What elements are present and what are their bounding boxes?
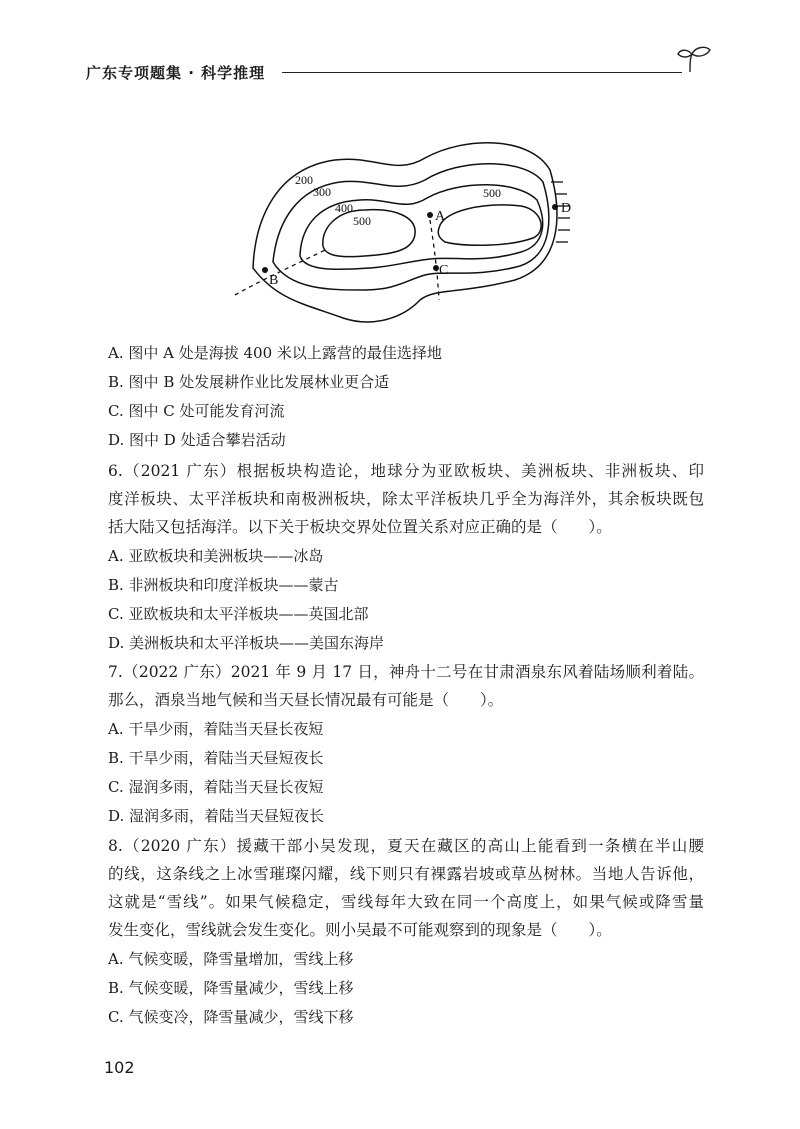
page-number: 102 xyxy=(104,1058,135,1077)
q6-option-c: C. 亚欧板块和太平洋板块——英国北部 xyxy=(108,605,369,623)
contour-map xyxy=(225,140,585,340)
point-label-d: D xyxy=(561,201,572,216)
q5-option-d: D. 图中 D 处适合攀岩活动 xyxy=(108,431,286,449)
q5-option-a: A. 图中 A 处是海拔 400 米以上露营的最佳选择地 xyxy=(108,344,442,362)
q6-text-line: 6.（2021 广东）根据板块构造论，地球分为亚欧板块、美洲板块、非洲板块、印 xyxy=(108,462,704,480)
contour-label: 200 xyxy=(295,173,313,187)
q8-text-line: 发生变化，雪线就会发生变化。则小吴最不可能观察到的现象是（ ）。 xyxy=(108,921,612,939)
q6-option-d: D. 美洲板块和太平洋板块——美国东海岸 xyxy=(108,634,385,652)
page-header xyxy=(86,60,726,90)
q6-text-line: 括大陆又包括海洋。以下关于板块交界处位置关系对应正确的是（ ）。 xyxy=(108,518,612,536)
q6-option-a: A. 亚欧板块和美洲板块——冰岛 xyxy=(108,547,324,565)
q7-option-d: D. 湿润多雨，着陆当天昼短夜长 xyxy=(108,807,325,825)
header-title: 广东专项题集 · 科学推理 xyxy=(86,64,266,82)
q8-option-b: B. 气候变暖，降雪量减少，雪线上移 xyxy=(108,979,354,997)
point-label-b: B xyxy=(269,273,279,288)
q8-text-line: 的线，这条线之上冰雪璀璨闪耀，线下则只有裸露岩坡或草丛树林。当地人告诉他， xyxy=(108,865,704,883)
contour-label: 400 xyxy=(335,201,353,215)
contour-label: 300 xyxy=(313,185,331,199)
q5-option-c: C. 图中 C 处可能发育河流 xyxy=(108,402,285,420)
contour-300 xyxy=(273,164,549,290)
ridge-line xyxy=(235,250,325,295)
point-label-a: A xyxy=(435,209,446,224)
q8-text-line: 8.（2020 广东）援藏干部小吴发现，夏天在藏区的高山上能看到一条横在半山腰 xyxy=(108,837,704,855)
header-rule xyxy=(282,72,682,73)
q7-option-c: C. 湿润多雨，着陆当天昼长夜短 xyxy=(108,778,324,796)
sprout-icon xyxy=(676,46,716,74)
q7-text-line: 那么，酒泉当地气候和当天昼长情况最有可能是（ ）。 xyxy=(108,691,504,709)
q6-text-line: 度洋板块、太平洋板块和南极洲板块，除太平洋板块几乎全为海洋外，其余板块既包 xyxy=(108,490,704,508)
q7-option-a: A. 干旱少雨，着陆当天昼长夜短 xyxy=(108,720,324,738)
q8-option-c: C. 气候变冷，降雪量减少，雪线下移 xyxy=(108,1008,354,1026)
contour-500-east xyxy=(438,205,541,245)
contour-400 xyxy=(300,185,543,270)
contour-label: 500 xyxy=(483,186,501,200)
q6-option-b: B. 非洲板块和印度洋板块——蒙古 xyxy=(108,576,339,594)
q7-text-line: 7.（2022 广东）2021 年 9 月 17 日，神舟十二号在甘肃酒泉东风着陆场顺利着陆。 xyxy=(108,663,704,681)
point-label-c: C xyxy=(439,263,449,278)
q7-option-b: B. 干旱少雨，着陆当天昼短夜长 xyxy=(108,749,324,767)
q8-option-a: A. 气候变暖，降雪量增加，雪线上移 xyxy=(108,950,354,968)
contour-200 xyxy=(253,143,557,322)
q8-text-line: 这就是“雪线”。如果气候稳定，雪线每年大致在同一个高度上，如果气候或降雪量 xyxy=(108,893,704,911)
q5-option-b: B. 图中 B 处发展耕作业比发展林业更合适 xyxy=(108,373,390,391)
contour-label: 500 xyxy=(353,214,371,228)
